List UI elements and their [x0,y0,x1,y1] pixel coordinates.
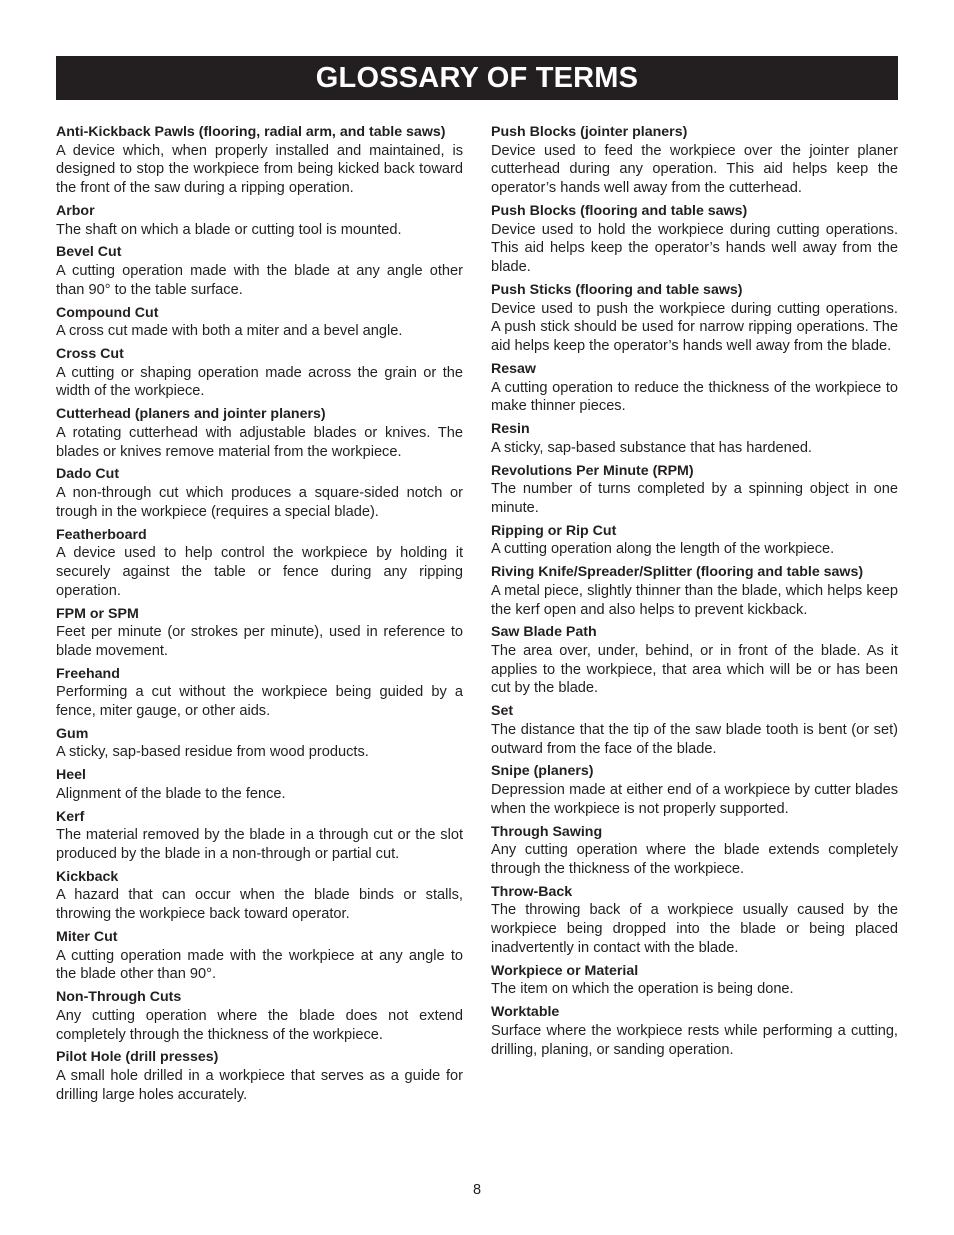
glossary-term: Bevel Cut [56,244,122,261]
glossary-term: Revolutions Per Minute (RPM) [491,462,694,479]
glossary-entry [491,762,898,818]
glossary-definition: A metal piece, slightly thinner than the blade, which helps keep the kerf open and also helps to prevent kickback. [491,582,898,618]
glossary-term: Throw-Back [491,883,573,900]
glossary-term: Resin [491,421,530,438]
glossary-entry [56,868,463,924]
glossary-term: Non-Through Cuts [56,989,182,1006]
glossary-definition: A sticky, sap-based substance that has hardened. [491,439,812,456]
glossary-definition: The area over, under, behind, or in front of the blade. As it applies to the workpiece, that area which will be or has been cut by the blade. [491,642,898,697]
glossary-column-right [491,123,898,1063]
glossary-definition: The shaft on which a blade or cutting tool is mounted. [56,221,402,238]
glossary-definition: A device which, when properly installed and maintained, is designed to stop the workpiece from being kicked back toward the front of the saw during a ripping operation. [56,142,463,197]
glossary-definition: Feet per minute (or strokes per minute), used in reference to blade movement. [56,624,463,659]
glossary-entry [491,360,898,416]
glossary-entry [56,665,463,721]
glossary-definition: Surface where the workpiece rests while performing a cutting, drilling, planing, or sanding operation. [491,1022,898,1058]
glossary-entry [56,243,463,299]
glossary-term: Gum [56,725,89,742]
glossary-term: Heel [56,767,86,784]
glossary-entry [491,281,898,356]
glossary-term: Anti-Kickback Pawls (flooring, radial arm, and table saws) [56,124,446,140]
glossary-term: Compound Cut [56,304,159,321]
glossary-entry [491,420,898,457]
glossary-term: Push Blocks (jointer planers) [491,124,688,140]
glossary-entry [56,345,463,401]
glossary-definition: The number of turns completed by a spinning object in one minute. [491,481,898,516]
glossary-entry [491,702,898,758]
glossary-term: Kerf [56,808,85,825]
glossary-entry [56,1048,463,1104]
glossary-definition: Alignment of the blade to the fence. [56,785,286,802]
glossary-definition: A cutting operation made with the workpiece at any angle to the blade other than 90°. [56,947,463,983]
glossary-definition: A sticky, sap-based residue from wood products. [56,744,369,761]
glossary-definition: A cutting operation made with the blade at any angle other than 90° to the table surface. [56,262,463,298]
glossary-definition: Device used to push the workpiece during cutting operations. A push stick should be used for narrow ripping operations. The aid helps keep the operator’s hands well away from the blade. [491,300,898,355]
glossary-definition: A cutting or shaping operation made across the grain or the width of the workpiece. [56,364,463,400]
glossary-term: Ripping or Rip Cut [491,522,617,539]
glossary-entry [491,1003,898,1059]
glossary-definition: A device used to help control the workpiece by holding it securely against the table or fence during any ripping operation. [56,545,463,599]
glossary-term: Kickback [56,868,119,885]
glossary-definition: The material removed by the blade in a through cut or the slot produced by the blade in a non-through or partial cut. [56,827,463,863]
glossary-term: Freehand [56,665,120,682]
glossary-definition: Performing a cut without the workpiece being guided by a fence, miter gauge, or other aids. [56,684,463,720]
glossary-definition: Any cutting operation where the blade does not extend completely through the thickness of the workpiece. [56,1007,463,1043]
glossary-entry [491,522,898,559]
glossary-entry [56,808,463,864]
glossary-term: Saw Blade Path [491,624,597,641]
glossary-entry [56,766,463,803]
page-number: 8 [472,1182,482,1198]
glossary-term: Worktable [491,1004,560,1021]
glossary-definition: Any cutting operation where the blade extends completely through the thickness of the workpiece. [491,842,898,878]
glossary-term: Through Sawing [491,823,603,840]
glossary-definition: A cutting operation to reduce the thickness of the workpiece to make thinner pieces. [491,379,898,415]
glossary-column-left [56,123,463,1109]
glossary-entry [56,526,463,601]
glossary-entry [491,462,898,518]
glossary-term: Dado Cut [56,466,120,483]
glossary-entry [491,623,898,698]
glossary-definition: Device used to hold the workpiece during cutting operations. This aid helps keep the operator’s hands well away from the blade. [491,221,898,276]
glossary-term: Push Sticks (flooring and table saws) [491,281,743,298]
glossary-entry [56,988,463,1044]
glossary-entry [56,304,463,341]
glossary-entry [491,962,898,999]
glossary-entry [491,823,898,879]
glossary-term: Snipe (planers) [491,763,594,780]
glossary-definition: A hazard that can occur when the blade binds or stalls, throwing the workpiece back toward operator. [56,887,463,923]
glossary-entry [56,465,463,521]
glossary-term: Pilot Hole (drill presses) [56,1049,219,1066]
glossary-entry [491,202,898,277]
glossary-entry [56,605,463,661]
glossary-term: Cross Cut [56,345,124,362]
glossary-definition: A non-through cut which produces a square-sided notch or trough in the workpiece (requires a special blade). [56,484,463,520]
glossary-term: Resaw [491,360,536,377]
glossary-entry [56,202,463,239]
page-title: GLOSSARY OF TERMS [315,61,639,94]
glossary-definition: A cross cut made with both a miter and a bevel angle. [56,323,403,340]
glossary-definition: A rotating cutterhead with adjustable blades or knives. The blades or knives remove material from the workpiece. [56,424,463,460]
glossary-entry [56,405,463,461]
glossary-definition: A small hole drilled in a workpiece that serves as a guide for drilling large holes accurately. [56,1068,463,1103]
glossary-term: Cutterhead (planers and jointer planers) [56,406,326,423]
glossary-entry [491,563,898,619]
glossary-entry [491,123,898,198]
glossary-term: FPM or SPM [56,605,139,622]
glossary-term: Workpiece or Material [491,962,639,979]
glossary-term: Set [491,703,514,720]
glossary-term: Arbor [56,202,95,219]
glossary-definition: The throwing back of a workpiece usually caused by the workpiece being dropped into the blade or being placed inadvertently in contact with the blade. [491,902,898,957]
glossary-definition: A cutting operation along the length of the workpiece. [491,541,835,558]
title-banner [56,56,898,100]
glossary-definition: Device used to feed the workpiece over the jointer planer cutterhead during any operation. This aid helps keep the operator’s hands well away from the cutterhead. [491,142,898,197]
glossary-term: Push Blocks (flooring and table saws) [491,202,748,219]
glossary-definition: Depression made at either end of a workpiece by cutter blades when the workpiece is not properly supported. [491,782,898,817]
glossary-definition: The item on which the operation is being done. [491,981,794,998]
glossary-term: Featherboard [56,526,147,543]
glossary-entry [56,123,463,198]
glossary-entry [491,883,898,958]
glossary-entry [56,928,463,984]
glossary-definition: The distance that the tip of the saw blade tooth is bent (or set) outward from the face of the blade. [491,721,898,757]
glossary-term: Riving Knife/Spreader/Splitter (flooring and table saws) [491,564,864,581]
glossary-term: Miter Cut [56,929,118,946]
glossary-entry [56,725,463,762]
